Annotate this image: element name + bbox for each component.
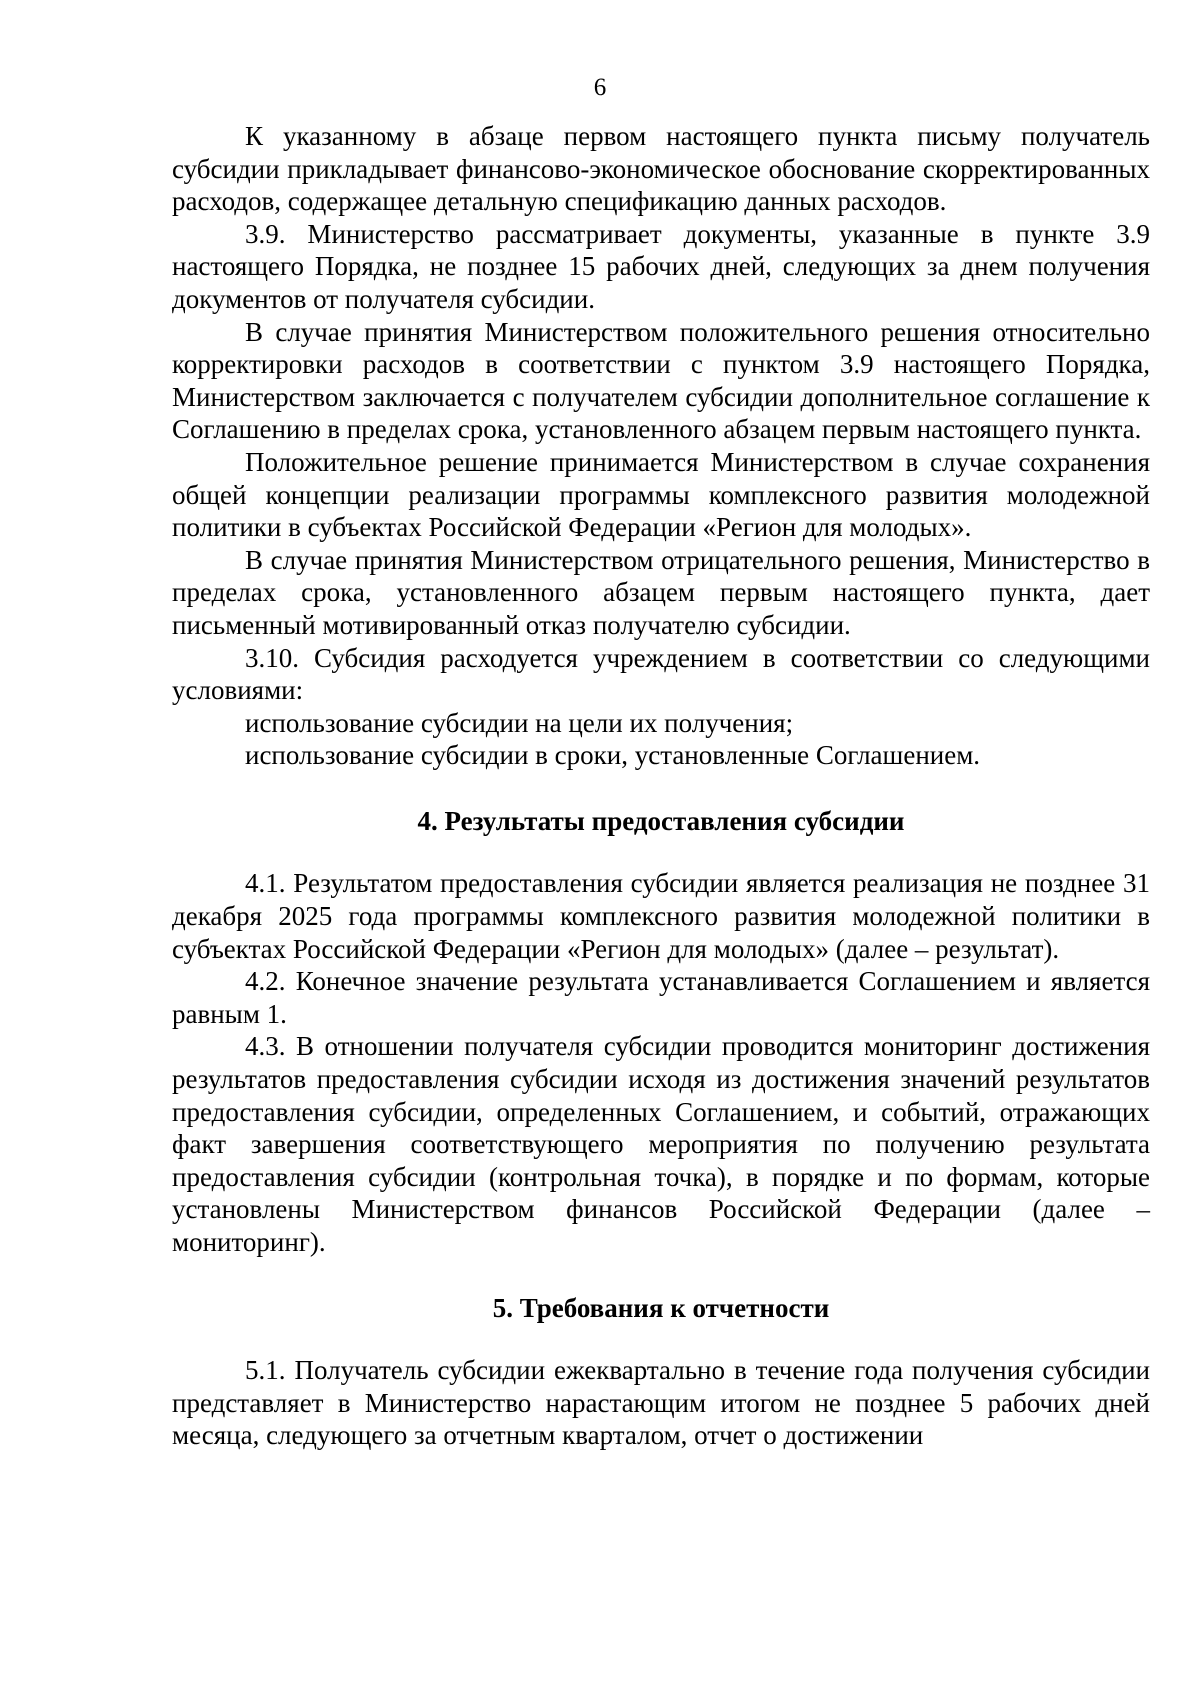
spacer (172, 837, 1150, 867)
section-heading-5: 5. Требования к отчетности (492, 1292, 830, 1323)
list-item: использование субсидии в сроки, установленные Соглашением. (245, 740, 981, 771)
paragraph-5-1: 5.1. Получатель субсидии ежеквартально в течение года получения субсидии представляет в Министерство нарастающим итогом не позднее 5 рабочих дней месяца, следующего за отчетным кварталом, отчет о достижении (172, 1355, 1150, 1451)
paragraph-3-10: 3.10. Субсидия расходуется учреждением в соответствии со следующими условиями: (172, 642, 1150, 706)
paragraph-3-9: 3.9. Министерство рассматривает документы, указанные в пункте 3.9 настоящего Порядка, не позднее 15 рабочих дней, следующих за днем получения документов от получателя субсидии. (172, 218, 1150, 314)
spacer (172, 1259, 1150, 1292)
paragraph-4-3: 4.3. В отношении получателя субсидии проводится мониторинг достижения результатов предоставления субсидии исходя из достижения значений результатов предоставления субсидии, определенных Соглашением, и событий, отражающих факт завершения соответствующего мероприятия по получению результата предоставления субсидии (контрольная точка), в порядке и по формам, которые установлены Министерством финансов Российской Федерации (далее – мониторинг). (172, 1031, 1150, 1257)
section-heading-4: 4. Результаты предоставления субсидии (417, 805, 905, 836)
paragraph: В случае принятия Министерством положительного решения относительно корректировки расходов в соответствии с пунктом 3.9 настоящего Порядка, Министерством заключается с получателем субсидии дополнительное соглашение к Соглашению в пределах срока, установленного абзацем первым настоящего пункта. (172, 316, 1150, 445)
paragraph: Положительное решение принимается Министерством в случае сохранения общей концепции реализации программы комплексного развития молодежной политики в субъектах Российской Федерации «Регион для молодых». (172, 446, 1150, 543)
paragraph: В случае принятия Министерством отрицательного решения, Министерство в пределах срока, установленного абзацем первым настоящего пункта, дает письменный мотивированный отказ получателю субсидии. (172, 544, 1150, 640)
list-item: использование субсидии на цели их получения; (245, 707, 794, 738)
document-body (172, 120, 1150, 1452)
page-number: 6 (593, 74, 607, 101)
paragraph-4-1: 4.1. Результатом предоставления субсидии является реализация не позднее 31 декабря 2025 года программы комплексного развития молодежной политики в субъектах Российской Федерации «Регион для молодых» (далее – результат). (172, 868, 1150, 964)
spacer (172, 1324, 1150, 1354)
paragraph: К указанному в абзаце первом настоящего пункта письму получатель субсидии прикладывает финансово-экономическое обоснование скорректированных расходов, содержащее детальную спецификацию данных расходов. (172, 121, 1150, 217)
spacer (172, 772, 1150, 805)
paragraph-4-2: 4.2. Конечное значение результата устанавливается Соглашением и является равным 1. (172, 966, 1150, 1029)
